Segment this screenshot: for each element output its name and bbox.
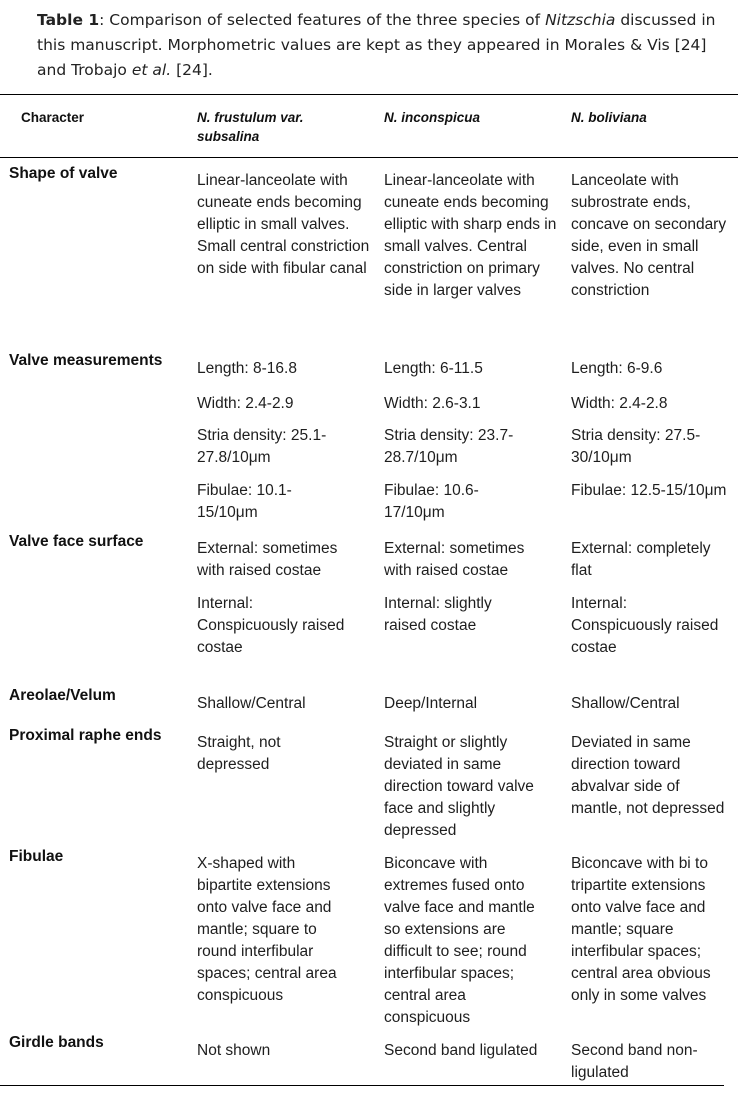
row-label-shape: Shape of valve: [9, 165, 118, 182]
table-top-rule: [0, 94, 738, 95]
width-cell-3: Width: 2.4-2.8: [571, 395, 668, 412]
face-internal-cell-3: Internal: Conspicuously raised costae: [571, 595, 719, 656]
raphe-cell-2: Straight or slightly deviated in same direction toward valve face and slightly depressed: [384, 734, 534, 839]
girdle-cell-1: Not shown: [197, 1042, 271, 1059]
fibulae-count-cell-2: Fibulae: 10.6-17/10μm: [384, 482, 479, 521]
face-external-cell-2: External: sometimes with raised costae: [384, 540, 525, 579]
header-species-3: N. boliviana: [571, 110, 647, 125]
shape-cell-1: Linear-lanceolate with cuneate ends becoming elliptic in small valves. Small central constriction on side with fibular canal: [197, 172, 370, 277]
caption-et-al: et al.: [131, 61, 172, 79]
areolae-cell-1: Shallow/Central: [197, 695, 306, 712]
raphe-cell-3: Deviated in same direction toward abvalvar side of mantle, not depressed: [571, 734, 725, 817]
girdle-cell-3: Second band non-ligulated: [571, 1042, 698, 1081]
stria-cell-1: Stria density: 25.1-27.8/10μm: [197, 427, 327, 466]
row-label-face: Valve face surface: [9, 533, 144, 550]
fibulae-cell-1: X-shaped with bipartite extensions onto valve face and mantle; square to round interfibular spaces; central area conspicuous: [197, 855, 337, 1004]
face-internal-cell-1: Internal: Conspicuously raised costae: [197, 595, 345, 656]
fibulae-count-cell-3: Fibulae: 12.5-15/10μm: [571, 482, 727, 499]
fibulae-count-cell-1: Fibulae: 10.1-15/10μm: [197, 482, 292, 521]
caption-text-2: discussed in this manuscript. Morphometric values are kept as they appeared in Morales & Vis [24] and Trobajo: [37, 11, 716, 79]
table-bottom-rule: [0, 1085, 724, 1086]
caption-genus: Nitzschia: [545, 11, 616, 29]
shape-cell-3: Lanceolate with subrostrate ends, concave on secondary side, even in small valves. No central constriction: [571, 172, 727, 299]
table-caption: [37, 8, 727, 83]
header-species-1: N. frustulum var. subsalina: [197, 110, 304, 144]
length-cell-3: Length: 6-9.6: [571, 360, 663, 377]
fibulae-cell-3: Biconcave with bi to tripartite extensions onto valve face and mantle; square interfibular spaces; central area obvious only in some valves: [571, 855, 711, 1004]
header-bottom-rule: [0, 157, 738, 158]
raphe-cell-1: Straight, not depressed: [197, 734, 281, 773]
row-label-fibulae: Fibulae: [9, 848, 64, 865]
caption-text-1: : Comparison of selected features of the three species of: [99, 11, 546, 29]
row-label-measurements: Valve measurements: [9, 352, 163, 369]
length-cell-2: Length: 6-11.5: [384, 360, 483, 377]
row-label-raphe: Proximal raphe ends: [9, 727, 162, 744]
stria-cell-2: Stria density: 23.7-28.7/10μm: [384, 427, 514, 466]
face-external-cell-1: External: sometimes with raised costae: [197, 540, 338, 579]
width-cell-1: Width: 2.4-2.9: [197, 395, 294, 412]
girdle-cell-2: Second band ligulated: [384, 1042, 538, 1059]
shape-cell-2: Linear-lanceolate with cuneate ends becoming elliptic with sharp ends in small valves. Central constriction on primary side in larger valves: [384, 172, 557, 299]
areolae-cell-2: Deep/Internal: [384, 695, 478, 712]
areolae-cell-3: Shallow/Central: [571, 695, 680, 712]
row-label-areolae: Areolae/Velum: [9, 687, 116, 704]
length-cell-1: Length: 8-16.8: [197, 360, 297, 377]
caption-text-3: [24].: [171, 61, 213, 79]
row-label-girdle: Girdle bands: [9, 1034, 104, 1051]
fibulae-cell-2: Biconcave with extremes fused onto valve face and mantle so extensions are difficult to see; round interfibular spaces; central area conspicuous: [384, 855, 535, 1026]
caption-label: Table 1: [37, 11, 100, 29]
header-species-2: N. inconspicua: [384, 110, 481, 125]
stria-cell-3: Stria density: 27.5-30/10μm: [571, 427, 701, 466]
face-external-cell-3: External: completely flat: [571, 540, 711, 579]
header-character: Character: [21, 110, 85, 125]
width-cell-2: Width: 2.6-3.1: [384, 395, 481, 412]
face-internal-cell-2: Internal: slightly raised costae: [384, 595, 492, 634]
